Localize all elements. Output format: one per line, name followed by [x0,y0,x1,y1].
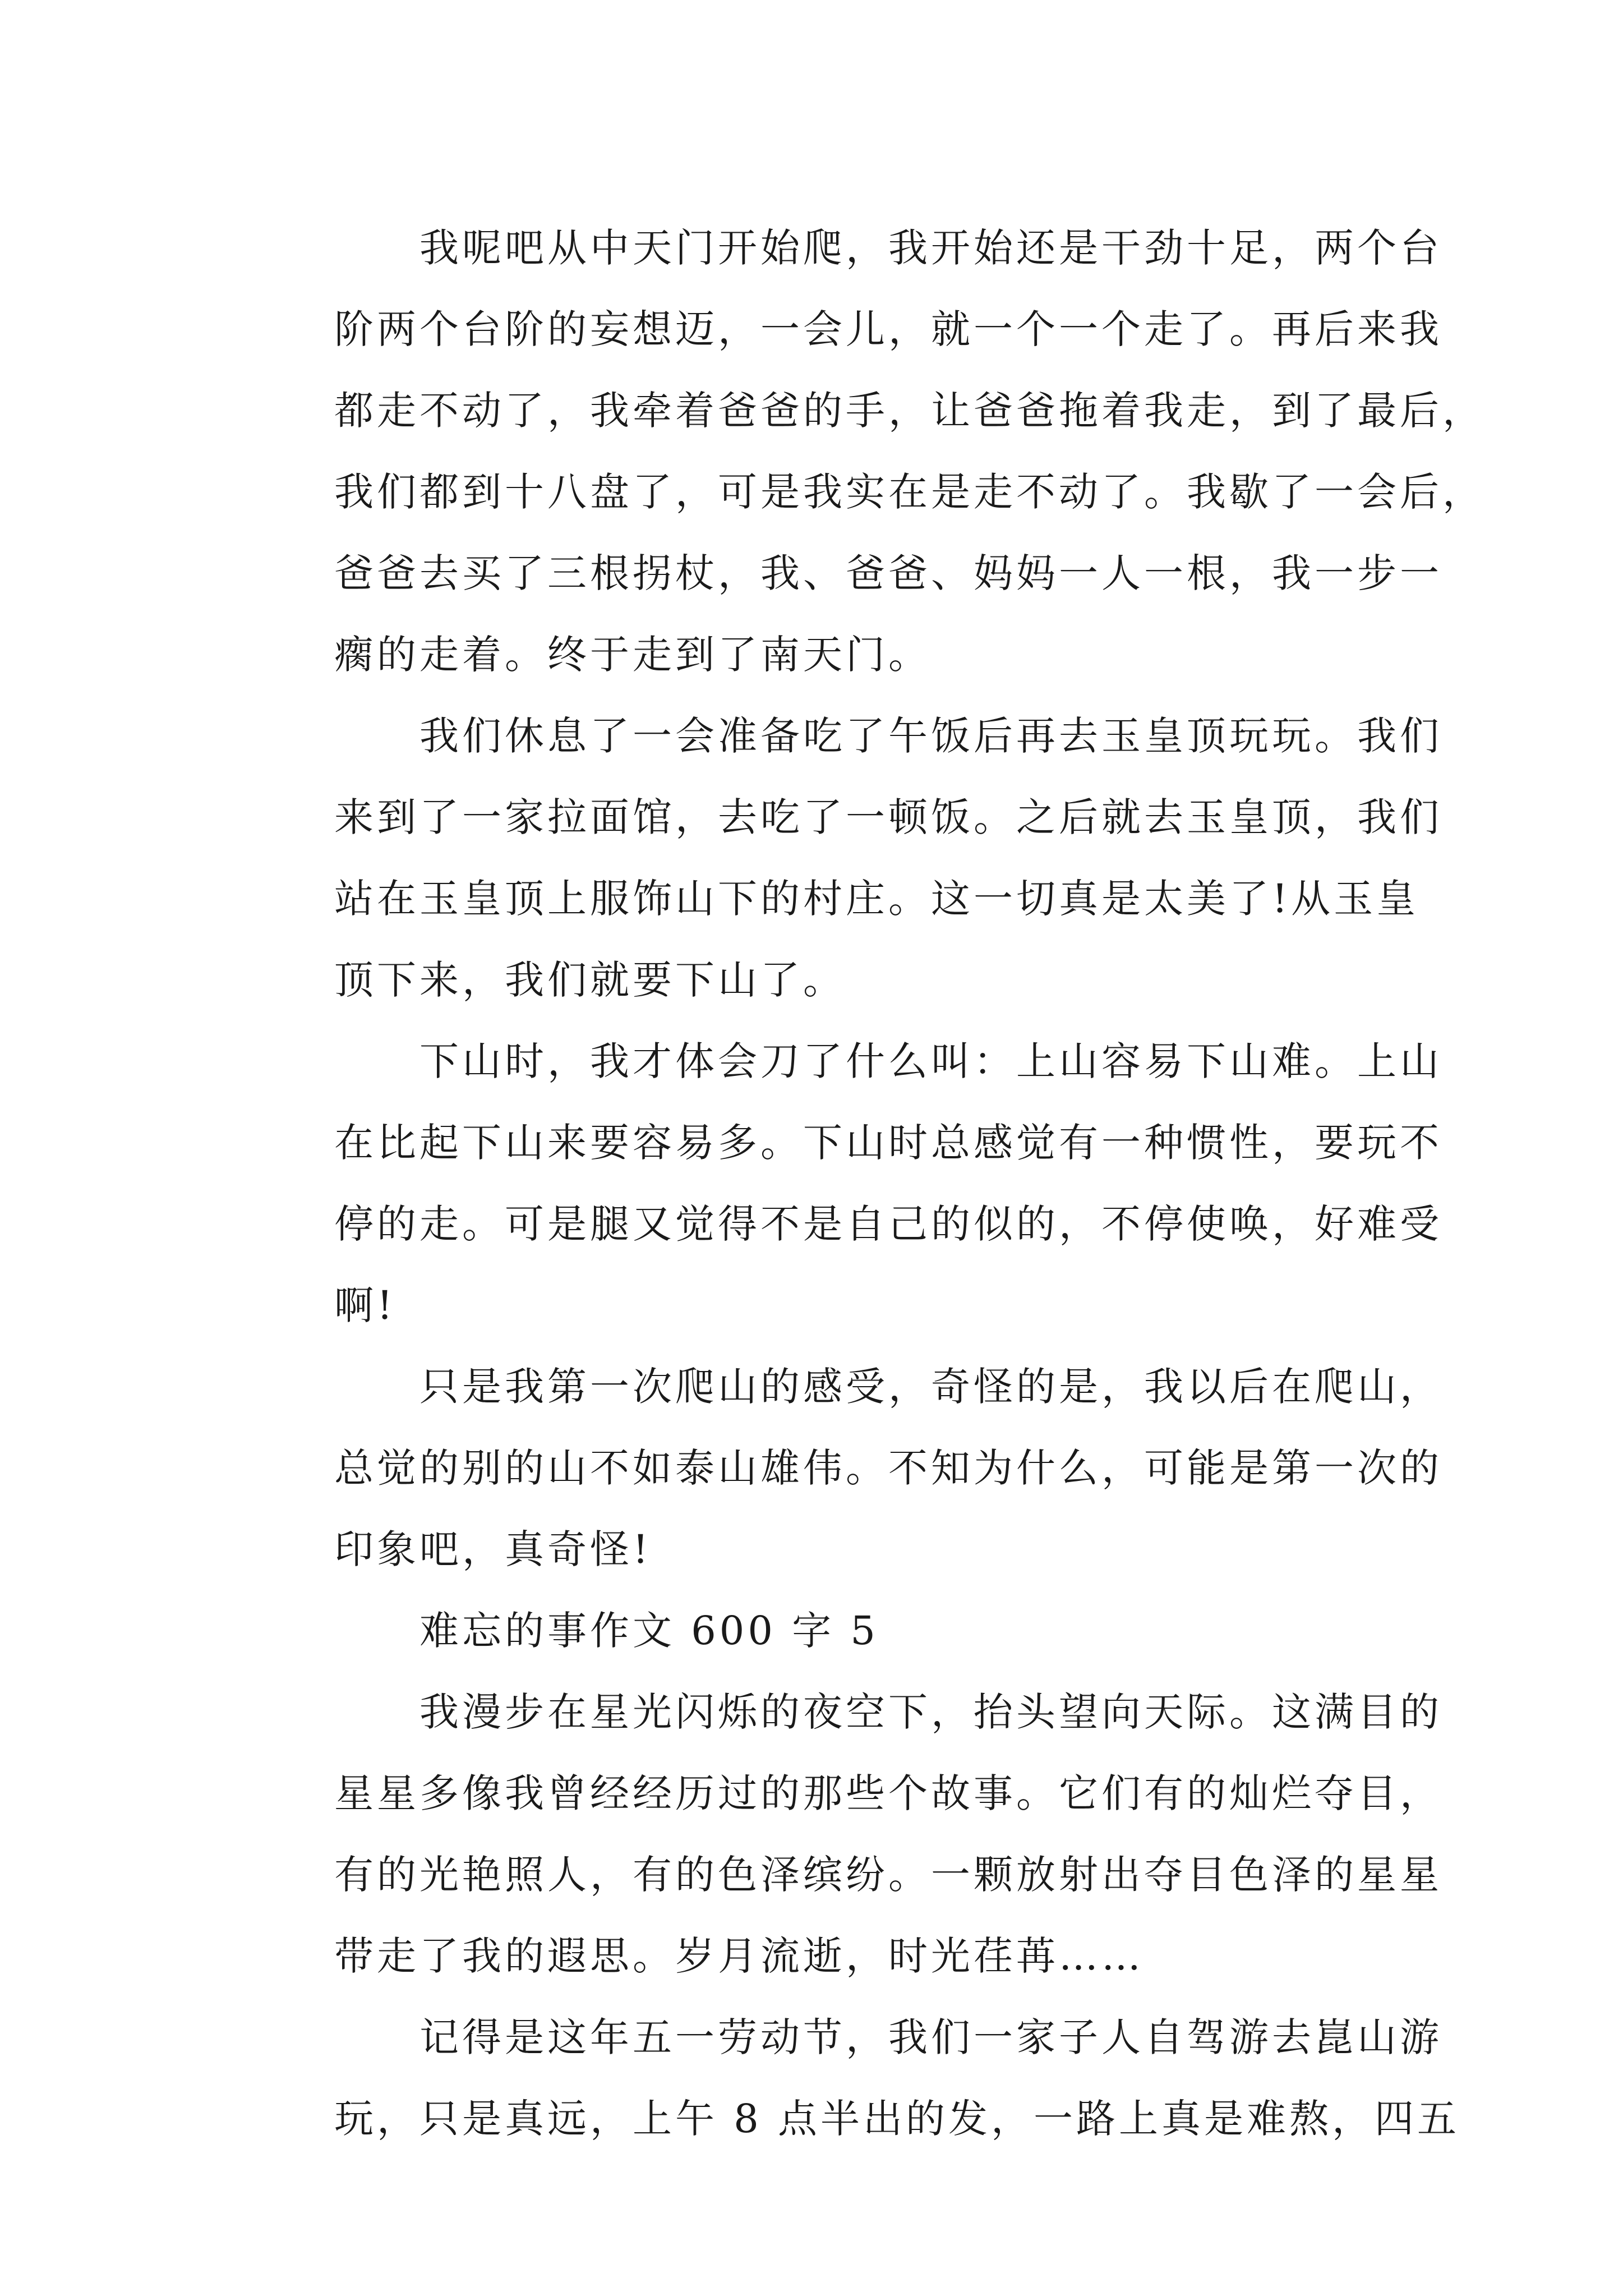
text-line: 来到了一家拉面馆，去吃了一顿饭。之后就去玉皇顶，我们 [334,794,1442,840]
text-line: 玩，只是真远，上午 8 点半出的发，一路上真是难熬，四五 [334,2096,1460,2142]
text-line: 啊! [334,1282,396,1328]
text-line: 停的走。可是腿又觉得不是自己的似的，不停使唤，好难受 [334,1201,1442,1247]
text-line: 有的光艳照人，有的色泽缤纷。一颗放射出夺目色泽的星星 [334,1852,1442,1898]
text-line: 下山时，我才体会刀了什么叫：上山容易下山难。上山 [419,1038,1442,1084]
text-line: 我们休息了一会准备吃了午饭后再去玉皇顶玩玩。我们 [419,713,1442,759]
paragraph-4 [249,1346,1442,1590]
text-line: 带走了我的遐思。岁月流逝，时光荏苒…… [334,1933,1144,1979]
text-line: 星星多像我曾经经历过的那些个故事。它们有的灿烂夺目， [334,1770,1442,1816]
text-line: 都走不动了，我牵着爸爸的手，让爸爸拖着我走，到了最后， [334,388,1485,434]
paragraph-6 [249,1997,1460,2160]
text-line: 在比起下山来要容易多。下山时总感觉有一种惯性，要玩不 [334,1120,1442,1166]
text-line: 我呢吧从中天门开始爬，我开始还是干劲十足，两个台 [419,225,1442,271]
text-line: 我漫步在星光闪烁的夜空下，抬头望向天际。这满目的 [419,1689,1442,1735]
text-line: 总觉的别的山不如泰山雄伟。不知为什么，可能是第一次的 [334,1445,1442,1491]
paragraph-5 [249,1672,1442,1997]
text-line: 站在玉皇顶上服饰山下的村庄。这一切真是太美了!从玉皇 [334,876,1419,922]
text-line: 阶两个台阶的妄想迈，一会儿，就一个一个走了。再后来我 [334,306,1442,352]
paragraph-2 [249,696,1442,1021]
text-line: 只是我第一次爬山的感受，奇怪的是，我以后在爬山， [419,1364,1442,1410]
text-line: 我们都到十八盘了，可是我实在是走不动了。我歇了一会后， [334,469,1485,515]
paragraph-1 [249,208,1485,696]
paragraph-3 [249,1021,1442,1346]
text-line: 记得是这年五一劳动节，我们一家子人自驾游去崑山游 [419,2014,1442,2060]
document-body [249,208,1485,2160]
text-line: 顶下来，我们就要下山了。 [334,957,846,1003]
section-heading-container [249,1590,1387,1672]
text-line: 印象吧，真奇怪! [334,1526,652,1572]
text-line: 爸爸去买了三根拐杖，我、爸爸、妈妈一人一根，我一步一 [334,550,1442,596]
section-heading: 难忘的事作文 600 字 5 [419,1608,879,1654]
text-line: 瘸的走着。终于走到了南天门。 [334,632,931,678]
